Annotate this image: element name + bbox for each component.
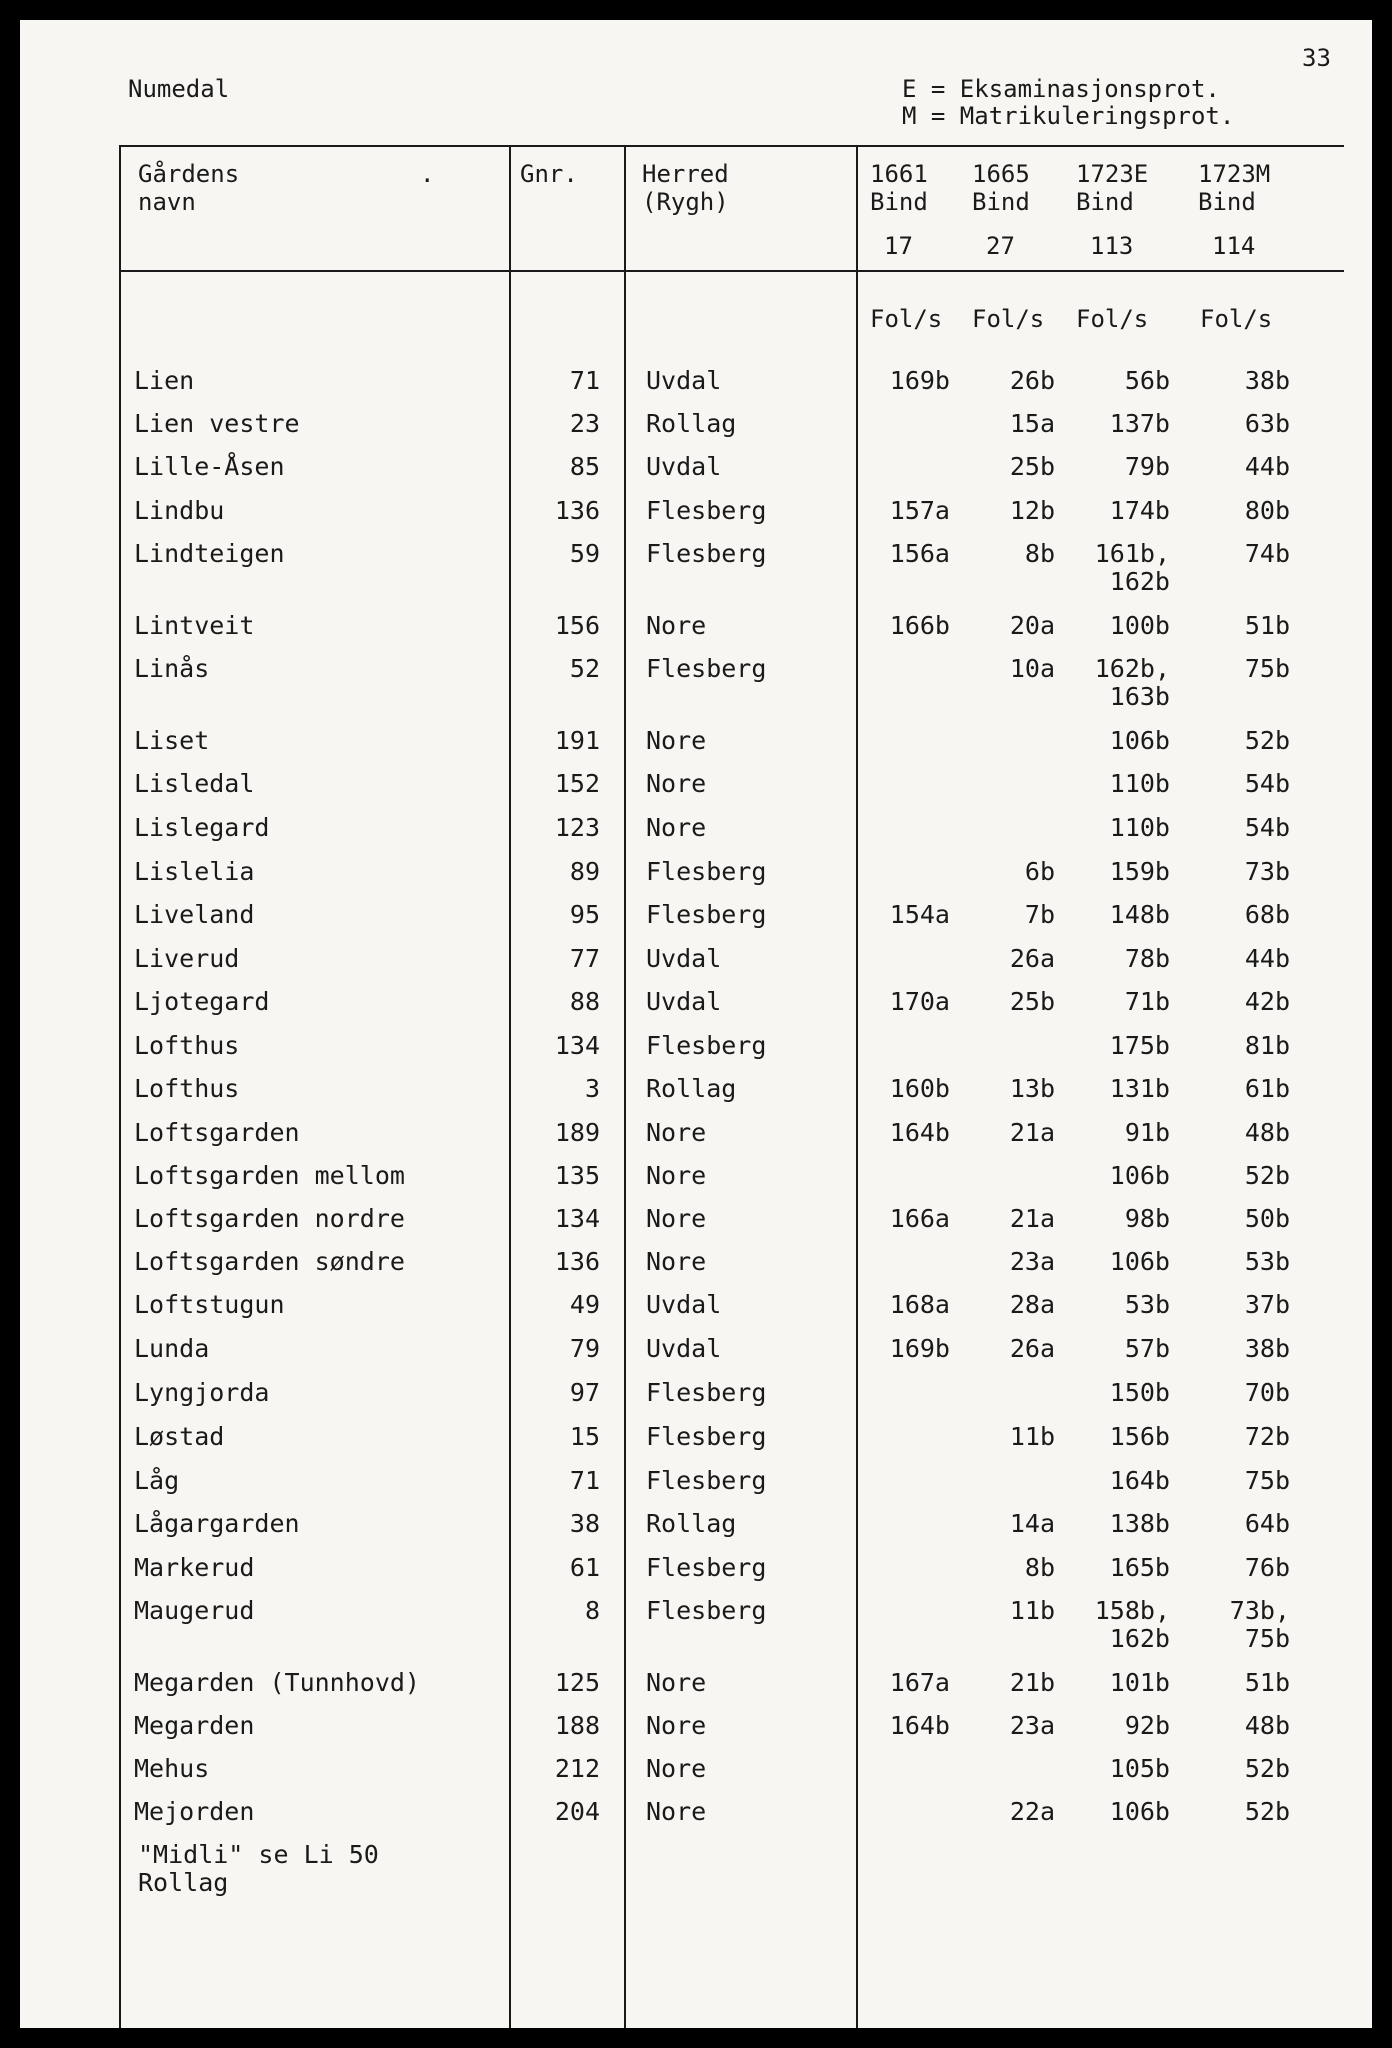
table-row <box>20 1667 1372 1699</box>
table-row <box>20 1465 1372 1497</box>
table-row <box>20 856 1372 888</box>
cell-gnr: 135 <box>554 1161 600 1190</box>
table-row <box>20 365 1372 397</box>
header-herred-line1: Herred <box>642 160 729 188</box>
cell-herred: Uvdal <box>646 944 722 973</box>
cell-1723m: 52b <box>1244 1754 1290 1783</box>
cell-gnr: 136 <box>554 496 600 525</box>
cell-gnr: 15 <box>569 1422 600 1451</box>
cell-1665: 25b <box>1009 452 1055 481</box>
cell-1665: 10a <box>1009 654 1055 683</box>
cell-1723e: 150b <box>1109 1378 1170 1407</box>
table-row <box>20 610 1372 642</box>
cell-name: Lisledal <box>134 769 255 798</box>
cell-name: Loftsgarden mellom <box>134 1161 405 1190</box>
cell-1723m: 48b <box>1244 1711 1290 1740</box>
cell-1723m: 42b <box>1244 987 1290 1016</box>
cell-1723m: 75b <box>1244 1466 1290 1495</box>
cell-gnr: 23 <box>569 409 600 438</box>
cell-1723e: 158b, <box>1094 1596 1170 1625</box>
header-num-1661: 17 <box>884 232 913 260</box>
cell-gnr: 188 <box>554 1711 600 1740</box>
cell-gnr: 3 <box>584 1074 600 1103</box>
fol-label-1665: Fol/s <box>972 305 1045 333</box>
cell-gnr: 125 <box>554 1668 600 1697</box>
header-name-line1: Gårdens <box>138 160 240 188</box>
cell-name: Loftsgarden nordre <box>134 1204 405 1233</box>
cell-herred: Rollag <box>646 409 737 438</box>
cell-1723e-continued: 163b <box>1109 682 1170 711</box>
cell-gnr: 136 <box>554 1247 600 1276</box>
cell-herred: Nore <box>646 1668 707 1697</box>
cell-1723m: 81b <box>1244 1031 1290 1060</box>
cell-herred: Flesberg <box>646 1596 767 1625</box>
table-row <box>20 725 1372 757</box>
table-row <box>20 1160 1372 1192</box>
cell-gnr: 88 <box>569 987 600 1016</box>
cell-1723m: 74b <box>1244 539 1290 568</box>
cell-gnr: 85 <box>569 452 600 481</box>
cell-name: Lofthus <box>134 1074 240 1103</box>
cell-herred: Nore <box>646 1161 707 1190</box>
table-row-continuation <box>20 1623 1372 1655</box>
cell-1661: 166b <box>889 611 950 640</box>
table-row <box>20 1508 1372 1540</box>
cell-1661: 157a <box>889 496 950 525</box>
cell-name: Lindbu <box>134 496 225 525</box>
cell-1723e: 106b <box>1109 1247 1170 1276</box>
cell-herred: Flesberg <box>646 654 767 683</box>
cell-1723m: 63b <box>1244 409 1290 438</box>
cell-herred: Flesberg <box>646 857 767 886</box>
cell-1723e: 156b <box>1109 1422 1170 1451</box>
table-row <box>20 1030 1372 1062</box>
cell-name: Megarden (Tunnhovd) <box>134 1668 420 1697</box>
table-row <box>20 1333 1372 1365</box>
cell-1661: 168a <box>889 1290 950 1319</box>
cell-1665: 26a <box>1009 944 1055 973</box>
cell-1723e: 164b <box>1109 1466 1170 1495</box>
cell-1723e-continued: 162b <box>1109 567 1170 596</box>
header-year-1665: 1665 <box>972 160 1030 188</box>
cell-1661: 164b <box>889 1711 950 1740</box>
cell-gnr: 79 <box>569 1334 600 1363</box>
cell-1723m: 72b <box>1244 1422 1290 1451</box>
cell-herred: Uvdal <box>646 1334 722 1363</box>
cell-gnr: 59 <box>569 539 600 568</box>
header-year-1723m: 1723M <box>1198 160 1271 188</box>
cell-1661: 170a <box>889 987 950 1016</box>
cell-1665: 23a <box>1009 1247 1055 1276</box>
header-year-1661: 1661 <box>870 160 928 188</box>
document-page <box>20 20 1372 2028</box>
table-row <box>20 768 1372 800</box>
cell-1723e: 175b <box>1109 1031 1170 1060</box>
header-bind-1661: Bind <box>870 188 928 216</box>
cell-gnr: 61 <box>569 1553 600 1582</box>
header-num-1723e: 113 <box>1090 232 1134 260</box>
table-row <box>20 1552 1372 1584</box>
fol-label-1661: Fol/s <box>870 305 943 333</box>
cell-1723e: 174b <box>1109 496 1170 525</box>
cell-herred: Nore <box>646 1247 707 1276</box>
cell-1665: 23a <box>1009 1711 1055 1740</box>
header-bind-1723m: Bind <box>1198 188 1256 216</box>
cell-gnr: 77 <box>569 944 600 973</box>
cell-1723e: 148b <box>1109 900 1170 929</box>
table-row <box>20 1289 1372 1321</box>
cell-name: Loftsgarden søndre <box>134 1247 405 1276</box>
header-name-line2: navn <box>138 188 196 216</box>
cell-1723m: 54b <box>1244 769 1290 798</box>
cell-gnr: 95 <box>569 900 600 929</box>
fol-label-1723e: Fol/s <box>1076 305 1149 333</box>
cell-1723m: 53b <box>1244 1247 1290 1276</box>
cell-herred: Nore <box>646 1797 707 1826</box>
table-row <box>20 451 1372 483</box>
cell-name: Lågargarden <box>134 1509 300 1538</box>
cell-herred: Uvdal <box>646 366 722 395</box>
header-gnr: Gnr. <box>520 160 578 188</box>
cell-1723e: 98b <box>1124 1204 1170 1233</box>
fol-label-1723m: Fol/s <box>1200 305 1273 333</box>
cell-gnr: 191 <box>554 726 600 755</box>
cell-1723e: 106b <box>1109 1161 1170 1190</box>
table-row <box>20 1753 1372 1785</box>
cell-1723e: 53b <box>1124 1290 1170 1319</box>
cell-1723e: 161b, <box>1094 539 1170 568</box>
cell-name: Lindteigen <box>134 539 285 568</box>
table-row <box>20 899 1372 931</box>
cell-gnr: 71 <box>569 1466 600 1495</box>
cell-1723e: 100b <box>1109 611 1170 640</box>
cell-1723m: 38b <box>1244 1334 1290 1363</box>
cell-1723m: 73b, <box>1229 1596 1290 1625</box>
cell-name: Lofthus <box>134 1031 240 1060</box>
header-num-1723m: 114 <box>1212 232 1256 260</box>
cell-herred: Flesberg <box>646 1378 767 1407</box>
cell-gnr: 189 <box>554 1118 600 1147</box>
cell-1723e-continued: 162b <box>1109 1624 1170 1653</box>
footnote-line1: "Midli" se Li 50 <box>138 1840 379 1869</box>
cell-1665: 25b <box>1009 987 1055 1016</box>
cell-1723e: 71b <box>1124 987 1170 1016</box>
cell-1723m: 54b <box>1244 813 1290 842</box>
cell-1723e: 106b <box>1109 1797 1170 1826</box>
cell-gnr: 52 <box>569 654 600 683</box>
cell-name: Lunda <box>134 1334 210 1363</box>
cell-1723m: 68b <box>1244 900 1290 929</box>
cell-gnr: 152 <box>554 769 600 798</box>
cell-herred: Nore <box>646 769 707 798</box>
cell-gnr: 212 <box>554 1754 600 1783</box>
cell-name: Lille-Åsen <box>134 452 285 481</box>
table-row <box>20 1203 1372 1235</box>
cell-1661: 154a <box>889 900 950 929</box>
cell-herred: Nore <box>646 1754 707 1783</box>
cell-1723m: 38b <box>1244 366 1290 395</box>
cell-gnr: 71 <box>569 366 600 395</box>
header-bind-1665: Bind <box>972 188 1030 216</box>
cell-1723m: 80b <box>1244 496 1290 525</box>
cell-name: Megarden <box>134 1711 255 1740</box>
cell-1723m: 51b <box>1244 1668 1290 1697</box>
cell-1723m: 73b <box>1244 857 1290 886</box>
table-row <box>20 408 1372 440</box>
cell-1723e: 105b <box>1109 1754 1170 1783</box>
cell-name: Liveland <box>134 900 255 929</box>
cell-name: Løstad <box>134 1422 225 1451</box>
table-row-continuation <box>20 566 1372 598</box>
cell-name: Linås <box>134 654 210 683</box>
cell-name: Mehus <box>134 1754 210 1783</box>
cell-gnr: 89 <box>569 857 600 886</box>
cell-1665: 8b <box>1024 1553 1055 1582</box>
cell-1665: 13b <box>1009 1074 1055 1103</box>
cell-1665: 21b <box>1009 1668 1055 1697</box>
cell-name: Mejorden <box>134 1797 255 1826</box>
cell-herred: Flesberg <box>646 496 767 525</box>
cell-1665: 21a <box>1009 1118 1055 1147</box>
cell-gnr: 8 <box>584 1596 600 1625</box>
header-num-1665: 27 <box>986 232 1015 260</box>
cell-1665: 12b <box>1009 496 1055 525</box>
header-year-1723e: 1723E <box>1076 160 1149 188</box>
cell-1661: 156a <box>889 539 950 568</box>
cell-name: Lislelia <box>134 857 255 886</box>
cell-1665: 11b <box>1009 1422 1055 1451</box>
cell-herred: Uvdal <box>646 987 722 1016</box>
cell-name: Loftsgarden <box>134 1118 300 1147</box>
table-row <box>20 495 1372 527</box>
cell-1665: 7b <box>1024 900 1055 929</box>
cell-1723e: 138b <box>1109 1509 1170 1538</box>
cell-1661: 164b <box>889 1118 950 1147</box>
table-row <box>20 1073 1372 1105</box>
footnote-line2: Rollag <box>138 1868 229 1897</box>
cell-1723m: 51b <box>1244 611 1290 640</box>
cell-gnr: 38 <box>569 1509 600 1538</box>
cell-herred: Flesberg <box>646 1466 767 1495</box>
cell-1665: 11b <box>1009 1596 1055 1625</box>
cell-1723e: 137b <box>1109 409 1170 438</box>
region-title: Numedal <box>128 75 230 103</box>
cell-1723m: 50b <box>1244 1204 1290 1233</box>
table-row <box>20 943 1372 975</box>
header-name-dot: . <box>420 160 435 188</box>
cell-1723m: 52b <box>1244 1797 1290 1826</box>
table-row <box>20 1117 1372 1149</box>
cell-name: Loftstugun <box>134 1290 285 1319</box>
cell-gnr: 123 <box>554 813 600 842</box>
legend-line-m: M = Matrikuleringsprot. <box>902 102 1235 130</box>
cell-herred: Rollag <box>646 1509 737 1538</box>
cell-herred: Flesberg <box>646 1031 767 1060</box>
cell-herred: Rollag <box>646 1074 737 1103</box>
cell-1723m-continued: 75b <box>1244 1624 1290 1653</box>
cell-name: Lyngjorda <box>134 1378 270 1407</box>
table-row <box>20 812 1372 844</box>
cell-1723e: 110b <box>1109 769 1170 798</box>
cell-herred: Flesberg <box>646 1422 767 1451</box>
cell-1723m: 48b <box>1244 1118 1290 1147</box>
cell-1665: 20a <box>1009 611 1055 640</box>
cell-1723m: 61b <box>1244 1074 1290 1103</box>
table-row <box>20 1796 1372 1828</box>
table-row <box>20 1421 1372 1453</box>
cell-name: Lislegard <box>134 813 270 842</box>
cell-1723m: 75b <box>1244 654 1290 683</box>
header-bind-1723e: Bind <box>1076 188 1134 216</box>
cell-herred: Nore <box>646 1711 707 1740</box>
cell-name: Låg <box>134 1466 180 1495</box>
cell-name: Markerud <box>134 1553 255 1582</box>
cell-1723m: 52b <box>1244 726 1290 755</box>
cell-gnr: 134 <box>554 1031 600 1060</box>
cell-1665: 14a <box>1009 1509 1055 1538</box>
cell-herred: Flesberg <box>646 1553 767 1582</box>
legend-line-e: E = Eksaminasjonsprot. <box>902 75 1220 103</box>
table-row <box>20 1377 1372 1409</box>
cell-name: Liverud <box>134 944 240 973</box>
cell-herred: Flesberg <box>646 539 767 568</box>
cell-1661: 166a <box>889 1204 950 1233</box>
table-top-rule <box>119 145 1344 147</box>
header-herred-line2: (Rygh) <box>642 188 729 216</box>
cell-1665: 8b <box>1024 539 1055 568</box>
cell-herred: Nore <box>646 1204 707 1233</box>
cell-1723m: 44b <box>1244 944 1290 973</box>
cell-1723e: 106b <box>1109 726 1170 755</box>
cell-1723e: 92b <box>1124 1711 1170 1740</box>
table-row <box>20 1246 1372 1278</box>
cell-1665: 28a <box>1009 1290 1055 1319</box>
cell-1665: 15a <box>1009 409 1055 438</box>
cell-1661: 160b <box>889 1074 950 1103</box>
page-number: 33 <box>1302 44 1331 72</box>
cell-1723e: 162b, <box>1094 654 1170 683</box>
cell-1723e: 79b <box>1124 452 1170 481</box>
cell-1723m: 76b <box>1244 1553 1290 1582</box>
cell-name: Maugerud <box>134 1596 255 1625</box>
cell-1665: 26b <box>1009 366 1055 395</box>
cell-1723m: 44b <box>1244 452 1290 481</box>
cell-name: Lintveit <box>134 611 255 640</box>
cell-herred: Nore <box>646 726 707 755</box>
cell-1723e: 165b <box>1109 1553 1170 1582</box>
cell-1665: 21a <box>1009 1204 1055 1233</box>
cell-1723e: 110b <box>1109 813 1170 842</box>
table-row <box>20 1710 1372 1742</box>
cell-1661: 167a <box>889 1668 950 1697</box>
cell-1665: 26a <box>1009 1334 1055 1363</box>
cell-1723m: 70b <box>1244 1378 1290 1407</box>
cell-1723m: 37b <box>1244 1290 1290 1319</box>
cell-name: Lien vestre <box>134 409 300 438</box>
cell-1723m: 52b <box>1244 1161 1290 1190</box>
cell-herred: Nore <box>646 813 707 842</box>
table-row <box>20 986 1372 1018</box>
cell-1665: 6b <box>1024 857 1055 886</box>
cell-1723e: 159b <box>1109 857 1170 886</box>
cell-herred: Uvdal <box>646 1290 722 1319</box>
cell-1723e: 91b <box>1124 1118 1170 1147</box>
cell-herred: Nore <box>646 611 707 640</box>
cell-gnr: 134 <box>554 1204 600 1233</box>
cell-gnr: 49 <box>569 1290 600 1319</box>
cell-1723m: 64b <box>1244 1509 1290 1538</box>
cell-gnr: 204 <box>554 1797 600 1826</box>
cell-herred: Flesberg <box>646 900 767 929</box>
cell-gnr: 97 <box>569 1378 600 1407</box>
cell-name: Ljotegard <box>134 987 270 1016</box>
table-row-continuation <box>20 681 1372 713</box>
cell-1723e: 78b <box>1124 944 1170 973</box>
cell-1723e: 57b <box>1124 1334 1170 1363</box>
cell-1661: 169b <box>889 1334 950 1363</box>
cell-herred: Uvdal <box>646 452 722 481</box>
cell-1723e: 56b <box>1124 366 1170 395</box>
header-bottom-rule <box>119 270 1344 272</box>
cell-1661: 169b <box>889 366 950 395</box>
cell-name: Lien <box>134 366 195 395</box>
cell-1665: 22a <box>1009 1797 1055 1826</box>
cell-herred: Nore <box>646 1118 707 1147</box>
cell-1723e: 101b <box>1109 1668 1170 1697</box>
cell-name: Liset <box>134 726 210 755</box>
cell-1723e: 131b <box>1109 1074 1170 1103</box>
cell-gnr: 156 <box>554 611 600 640</box>
